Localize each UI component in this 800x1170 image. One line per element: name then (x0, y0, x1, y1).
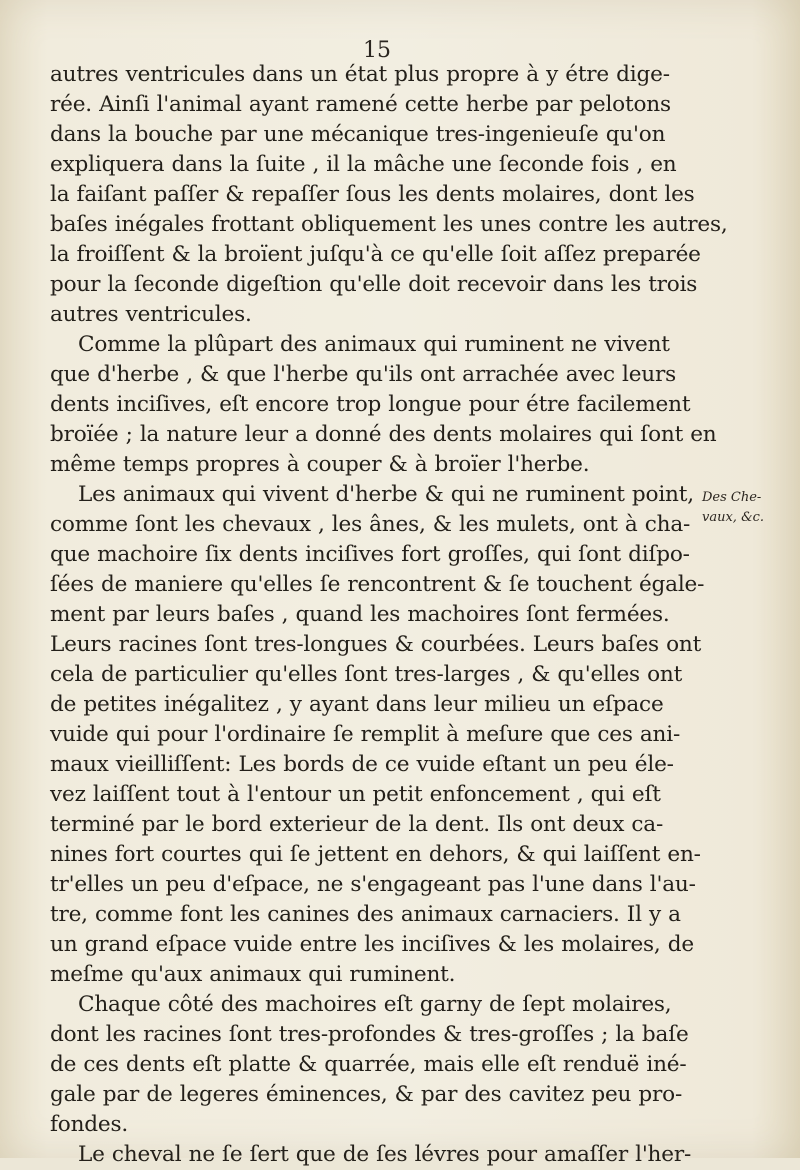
text-line: ment par leurs baſes , quand les machoires ſont fermées. (50, 602, 670, 627)
paragraph-start-line: Le cheval ne ſe ſert que de ſes lévres pour amaſſer l'her- (78, 1142, 692, 1167)
paragraph-start-line: Comme la plûpart des animaux qui ruminent ne vivent (78, 332, 670, 357)
text-line: la froiſſent & la broïent juſqu'à ce qu'elle ſoit aſſez preparée (50, 242, 701, 267)
text-line: maux vieilliſſent: Les bords de ce vuide eſtant un peu éle- (50, 752, 674, 777)
text-line: autres ventricules dans un état plus propre à y étre dige- (50, 62, 670, 87)
text-line: cela de particulier qu'elles ſont tres-larges , & qu'elles ont (50, 662, 683, 687)
text-line: comme ſont les chevaux , les ânes, & les mulets, ont à cha- (50, 512, 691, 537)
text-line: que machoire ſix dents inciſives fort groſſes, qui ſont diſpo- (50, 542, 690, 567)
text-line: fondes. (50, 1112, 129, 1137)
text-line: même temps propres à couper & à broïer l'herbe. (50, 452, 590, 477)
text-line: terminé par le bord exterieur de la dent. Ils ont deux ca- (50, 812, 664, 837)
marginal-note-line: Des Che- (702, 490, 762, 505)
marginal-note-line: vaux, &c. (702, 510, 765, 525)
text-line: dans la bouche par une mécanique tres-ingenieuſe qu'on (50, 122, 666, 147)
text-line: rée. Ainſi l'animal ayant ramené cette herbe par pelotons (50, 92, 671, 117)
text-line: gale par de legeres éminences, & par des cavitez peu pro- (50, 1082, 683, 1107)
text-line: la faiſant paſſer & repaſſer ſous les dents molaires, dont les (50, 182, 695, 207)
text-line: autres ventricules. (50, 302, 252, 327)
paragraph-start-line: Chaque côté des machoires eſt garny de ſept molaires, (78, 992, 672, 1017)
text-line: dont les racines ſont tres-profondes & tres-groſſes ; la baſe (50, 1022, 689, 1047)
text-line: Leurs racines ſont tres-longues & courbées. Leurs baſes ont (50, 632, 702, 657)
text-line: que d'herbe , & que l'herbe qu'ils ont arrachée avec leurs (50, 362, 677, 387)
body-text (50, 60, 728, 1170)
text-line: de ces dents eſt platte & quarrée, mais elle eſt renduë iné- (50, 1052, 687, 1077)
text-line: tre, comme font les canines des animaux carnaciers. Il y a (50, 902, 681, 927)
text-line: tr'elles un peu d'eſpace, ne s'engageant pas l'une dans l'au- (50, 872, 696, 897)
text-line: vuide qui pour l'ordinaire ſe remplit à meſure que ces ani- (50, 722, 681, 747)
text-line: ſées de maniere qu'elles ſe rencontrent & ſe touchent égale- (50, 572, 705, 597)
marginal-note (702, 488, 792, 528)
text-line: dents inciſives, eſt encore trop longue pour étre facilement (50, 392, 691, 417)
page-number: 15 (363, 38, 391, 63)
text-line: broïée ; la nature leur a donné des dents molaires qui ſont en (50, 422, 717, 447)
text-line: pour la ſeconde digeſtion qu'elle doit recevoir dans les trois (50, 272, 698, 297)
text-line: un grand eſpace vuide entre les inciſives & les molaires, de (50, 932, 694, 957)
text-line: baſes inégales frottant obliquement les unes contre les autres, (50, 212, 728, 237)
text-line: de petites inégalitez , y ayant dans leur milieu un eſpace (50, 692, 664, 717)
paragraph-start-line: Les animaux qui vivent d'herbe & qui ne ruminent point, (78, 482, 694, 507)
text-line: vez laiſſent tout à l'entour un petit enfoncement , qui eſt (50, 782, 661, 807)
text-line: expliquera dans la ſuite , il la mâche une ſeconde fois , en (50, 152, 677, 177)
text-line: nines fort courtes qui ſe jettent en dehors, & qui laiſſent en- (50, 842, 701, 867)
text-line: meſme qu'aux animaux qui ruminent. (50, 962, 456, 987)
